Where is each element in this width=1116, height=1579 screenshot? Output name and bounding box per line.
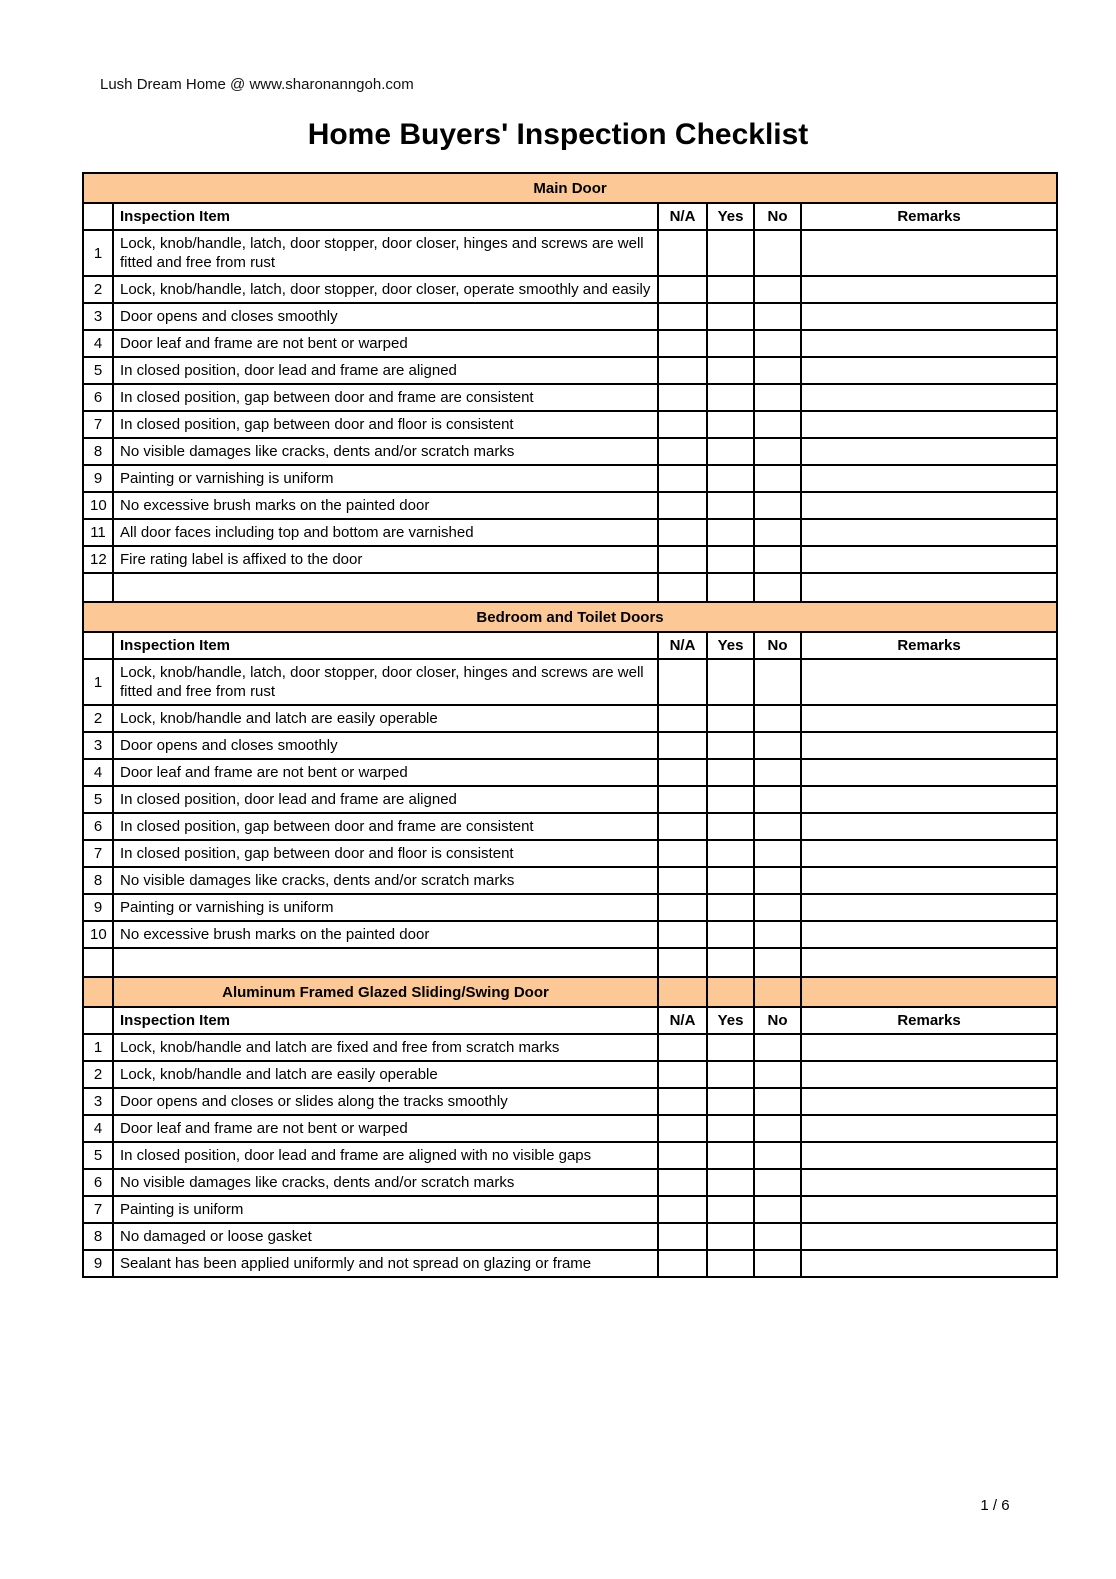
na-checkbox-cell[interactable] — [658, 438, 707, 465]
no-checkbox-cell[interactable] — [754, 840, 801, 867]
row-number: 5 — [83, 1142, 113, 1169]
row-number: 4 — [83, 1115, 113, 1142]
inspection-item-text: Painting or varnishing is uniform — [113, 894, 658, 921]
section-header-row — [83, 602, 1057, 632]
na-checkbox-cell[interactable] — [658, 1088, 707, 1115]
na-column-header: N/A — [658, 1007, 707, 1034]
yes-checkbox-cell[interactable] — [707, 1088, 754, 1115]
remarks-input-cell[interactable] — [801, 1061, 1057, 1088]
na-checkbox-cell[interactable] — [658, 1061, 707, 1088]
na-checkbox-cell[interactable] — [658, 1115, 707, 1142]
checklist-item-row — [83, 276, 1057, 303]
inspection-item-text: All door faces including top and bottom are varnished — [113, 519, 658, 546]
na-checkbox-cell[interactable] — [658, 492, 707, 519]
no-checkbox-cell[interactable] — [754, 786, 801, 813]
yes-checkbox-cell[interactable] — [707, 519, 754, 546]
inspection-item-text: Lock, knob/handle and latch are easily operable — [113, 705, 658, 732]
inspection-item-text: Door leaf and frame are not bent or warped — [113, 1115, 658, 1142]
yes-checkbox-cell[interactable] — [707, 546, 754, 573]
yes-checkbox-cell[interactable] — [707, 894, 754, 921]
na-checkbox-cell[interactable] — [658, 1196, 707, 1223]
remarks-input-cell[interactable] — [801, 659, 1057, 705]
section-header-row — [83, 173, 1057, 203]
no-checkbox-cell[interactable] — [754, 659, 801, 705]
row-number: 3 — [83, 732, 113, 759]
row-number: 2 — [83, 1061, 113, 1088]
na-checkbox-cell[interactable] — [658, 705, 707, 732]
yes-checkbox-cell[interactable] — [707, 1061, 754, 1088]
empty-row — [83, 573, 1057, 602]
remarks-input-cell[interactable] — [801, 230, 1057, 276]
no-checkbox-cell[interactable] — [754, 1169, 801, 1196]
no-checkbox-cell[interactable] — [754, 519, 801, 546]
section-title: Main Door — [83, 173, 1057, 203]
row-number: 6 — [83, 813, 113, 840]
inspection-item-text: Lock, knob/handle, latch, door stopper, door closer, hinges and screws are well fitted and free from rust — [113, 659, 658, 705]
remarks-input-cell[interactable] — [801, 867, 1057, 894]
checklist-item-row — [83, 1061, 1057, 1088]
section-title: Bedroom and Toilet Doors — [83, 602, 1057, 632]
remarks-input-cell[interactable] — [801, 492, 1057, 519]
inspection-item-text: No visible damages like cracks, dents and/or scratch marks — [113, 438, 658, 465]
na-checkbox-cell[interactable] — [658, 759, 707, 786]
inspection-item-text: No damaged or loose gasket — [113, 1223, 658, 1250]
yes-checkbox-cell[interactable] — [707, 573, 754, 602]
na-checkbox-cell[interactable] — [658, 1034, 707, 1061]
na-checkbox-cell[interactable] — [658, 330, 707, 357]
remarks-input-cell[interactable] — [801, 1169, 1057, 1196]
no-checkbox-cell[interactable] — [754, 1223, 801, 1250]
checklist-item-row — [83, 1115, 1057, 1142]
yes-checkbox-cell[interactable] — [707, 840, 754, 867]
na-checkbox-cell[interactable] — [658, 573, 707, 602]
no-checkbox-cell[interactable] — [754, 1250, 801, 1277]
row-number: 5 — [83, 357, 113, 384]
na-checkbox-cell[interactable] — [658, 786, 707, 813]
inspection-item-text: In closed position, gap between door and frame are consistent — [113, 813, 658, 840]
checklist-item-row — [83, 492, 1057, 519]
yes-checkbox-cell[interactable] — [707, 1034, 754, 1061]
inspection-checklist-table — [82, 172, 1058, 1278]
inspection-item-text: Door leaf and frame are not bent or warped — [113, 759, 658, 786]
section-band-number-cell — [83, 977, 113, 1007]
section-band-remarks-cell — [801, 977, 1057, 1007]
remarks-input-cell[interactable] — [801, 786, 1057, 813]
no-checkbox-cell[interactable] — [754, 303, 801, 330]
row-number: 4 — [83, 330, 113, 357]
yes-checkbox-cell[interactable] — [707, 732, 754, 759]
inspection-item-text: Lock, knob/handle, latch, door stopper, door closer, hinges and screws are well fitted and free from rust — [113, 230, 658, 276]
yes-checkbox-cell[interactable] — [707, 384, 754, 411]
no-checkbox-cell[interactable] — [754, 1142, 801, 1169]
row-number: 6 — [83, 384, 113, 411]
row-number: 10 — [83, 921, 113, 948]
yes-checkbox-cell[interactable] — [707, 357, 754, 384]
yes-checkbox-cell[interactable] — [707, 1223, 754, 1250]
number-column-header — [83, 203, 113, 230]
inspection-item-text: Door opens and closes or slides along the tracks smoothly — [113, 1088, 658, 1115]
no-checkbox-cell[interactable] — [754, 357, 801, 384]
checklist-item-row — [83, 411, 1057, 438]
checklist-item-row — [83, 230, 1057, 276]
na-checkbox-cell[interactable] — [658, 948, 707, 977]
na-checkbox-cell[interactable] — [658, 1250, 707, 1277]
row-number: 2 — [83, 705, 113, 732]
checklist-item-row — [83, 732, 1057, 759]
checklist-item-row — [83, 438, 1057, 465]
no-checkbox-cell[interactable] — [754, 492, 801, 519]
remarks-input-cell[interactable] — [801, 921, 1057, 948]
row-number: 12 — [83, 546, 113, 573]
row-number: 7 — [83, 840, 113, 867]
empty-item-cell — [113, 948, 658, 977]
no-checkbox-cell[interactable] — [754, 1034, 801, 1061]
yes-checkbox-cell[interactable] — [707, 705, 754, 732]
row-number: 2 — [83, 276, 113, 303]
row-number: 9 — [83, 894, 113, 921]
remarks-input-cell[interactable] — [801, 1250, 1057, 1277]
remarks-input-cell[interactable] — [801, 546, 1057, 573]
remarks-input-cell[interactable] — [801, 705, 1057, 732]
no-checkbox-cell[interactable] — [754, 1061, 801, 1088]
inspection-item-column-header: Inspection Item — [113, 1007, 658, 1034]
no-checkbox-cell[interactable] — [754, 411, 801, 438]
remarks-input-cell[interactable] — [801, 1223, 1057, 1250]
row-number: 10 — [83, 492, 113, 519]
row-number: 1 — [83, 1034, 113, 1061]
yes-column-header: Yes — [707, 1007, 754, 1034]
no-checkbox-cell[interactable] — [754, 921, 801, 948]
yes-checkbox-cell[interactable] — [707, 1142, 754, 1169]
checklist-item-row — [83, 840, 1057, 867]
na-checkbox-cell[interactable] — [658, 921, 707, 948]
no-column-header: No — [754, 632, 801, 659]
no-checkbox-cell[interactable] — [754, 705, 801, 732]
checklist-item-row — [83, 1142, 1057, 1169]
no-checkbox-cell[interactable] — [754, 276, 801, 303]
na-column-header: N/A — [658, 203, 707, 230]
empty-row — [83, 948, 1057, 977]
no-checkbox-cell[interactable] — [754, 1088, 801, 1115]
na-checkbox-cell[interactable] — [658, 546, 707, 573]
na-checkbox-cell[interactable] — [658, 1169, 707, 1196]
section-band-na-cell — [658, 977, 707, 1007]
checklist-table-container — [82, 172, 1056, 1278]
checklist-item-row — [83, 465, 1057, 492]
remarks-input-cell[interactable] — [801, 411, 1057, 438]
yes-checkbox-cell[interactable] — [707, 786, 754, 813]
yes-checkbox-cell[interactable] — [707, 492, 754, 519]
no-column-header: No — [754, 1007, 801, 1034]
no-checkbox-cell[interactable] — [754, 894, 801, 921]
row-number: 1 — [83, 659, 113, 705]
no-checkbox-cell[interactable] — [754, 759, 801, 786]
yes-checkbox-cell[interactable] — [707, 659, 754, 705]
remarks-column-header: Remarks — [801, 632, 1057, 659]
no-checkbox-cell[interactable] — [754, 384, 801, 411]
row-number: 7 — [83, 1196, 113, 1223]
checklist-item-row — [83, 813, 1057, 840]
empty-number-cell — [83, 573, 113, 602]
yes-checkbox-cell[interactable] — [707, 867, 754, 894]
checklist-item-row — [83, 330, 1057, 357]
na-checkbox-cell[interactable] — [658, 230, 707, 276]
no-checkbox-cell[interactable] — [754, 438, 801, 465]
inspection-item-text: Door leaf and frame are not bent or warped — [113, 330, 658, 357]
na-checkbox-cell[interactable] — [658, 411, 707, 438]
inspection-item-text: In closed position, gap between door and frame are consistent — [113, 384, 658, 411]
na-checkbox-cell[interactable] — [658, 357, 707, 384]
remarks-input-cell[interactable] — [801, 465, 1057, 492]
remarks-input-cell[interactable] — [801, 948, 1057, 977]
no-checkbox-cell[interactable] — [754, 867, 801, 894]
yes-checkbox-cell[interactable] — [707, 438, 754, 465]
inspection-item-text: In closed position, door lead and frame are aligned — [113, 357, 658, 384]
checklist-item-row — [83, 1250, 1057, 1277]
yes-checkbox-cell[interactable] — [707, 411, 754, 438]
checklist-item-row — [83, 519, 1057, 546]
na-checkbox-cell[interactable] — [658, 894, 707, 921]
row-number: 3 — [83, 303, 113, 330]
no-checkbox-cell[interactable] — [754, 732, 801, 759]
inspection-item-text: No excessive brush marks on the painted door — [113, 921, 658, 948]
yes-checkbox-cell[interactable] — [707, 303, 754, 330]
row-number: 6 — [83, 1169, 113, 1196]
inspection-item-text: Painting or varnishing is uniform — [113, 465, 658, 492]
row-number: 8 — [83, 1223, 113, 1250]
na-checkbox-cell[interactable] — [658, 867, 707, 894]
row-number: 3 — [83, 1088, 113, 1115]
row-number: 9 — [83, 1250, 113, 1277]
na-checkbox-cell[interactable] — [658, 384, 707, 411]
yes-checkbox-cell[interactable] — [707, 921, 754, 948]
checklist-item-row — [83, 384, 1057, 411]
remarks-input-cell[interactable] — [801, 1115, 1057, 1142]
inspection-item-text: Fire rating label is affixed to the door — [113, 546, 658, 573]
remarks-input-cell[interactable] — [801, 1034, 1057, 1061]
no-checkbox-cell[interactable] — [754, 813, 801, 840]
inspection-item-column-header: Inspection Item — [113, 632, 658, 659]
yes-checkbox-cell[interactable] — [707, 948, 754, 977]
yes-checkbox-cell[interactable] — [707, 759, 754, 786]
inspection-item-text: Lock, knob/handle and latch are easily operable — [113, 1061, 658, 1088]
inspection-item-text: Lock, knob/handle and latch are fixed and free from scratch marks — [113, 1034, 658, 1061]
section-band-no-cell — [754, 977, 801, 1007]
yes-column-header: Yes — [707, 203, 754, 230]
no-checkbox-cell[interactable] — [754, 573, 801, 602]
remarks-input-cell[interactable] — [801, 438, 1057, 465]
row-number: 9 — [83, 465, 113, 492]
checklist-item-row — [83, 659, 1057, 705]
checklist-item-row — [83, 303, 1057, 330]
empty-number-cell — [83, 948, 113, 977]
yes-checkbox-cell[interactable] — [707, 465, 754, 492]
section-band-yes-cell — [707, 977, 754, 1007]
empty-item-cell — [113, 573, 658, 602]
checklist-item-row — [83, 1196, 1057, 1223]
remarks-input-cell[interactable] — [801, 840, 1057, 867]
column-header-row — [83, 632, 1057, 659]
row-number: 7 — [83, 411, 113, 438]
site-header-text: Lush Dream Home @ www.sharonanngoh.com — [100, 76, 414, 93]
yes-checkbox-cell[interactable] — [707, 1250, 754, 1277]
remarks-input-cell[interactable] — [801, 894, 1057, 921]
na-checkbox-cell[interactable] — [658, 519, 707, 546]
checklist-item-row — [83, 1034, 1057, 1061]
remarks-input-cell[interactable] — [801, 384, 1057, 411]
section-title: Aluminum Framed Glazed Sliding/Swing Door — [113, 977, 658, 1007]
column-header-row — [83, 203, 1057, 230]
inspection-item-text: In closed position, gap between door and floor is consistent — [113, 411, 658, 438]
checklist-item-row — [83, 1169, 1057, 1196]
inspection-item-text: Door opens and closes smoothly — [113, 303, 658, 330]
no-checkbox-cell[interactable] — [754, 465, 801, 492]
checklist-item-row — [83, 759, 1057, 786]
na-column-header: N/A — [658, 632, 707, 659]
row-number: 4 — [83, 759, 113, 786]
page-title: Home Buyers' Inspection Checklist — [307, 118, 809, 151]
row-number: 1 — [83, 230, 113, 276]
na-checkbox-cell[interactable] — [658, 1223, 707, 1250]
inspection-item-text: Lock, knob/handle, latch, door stopper, door closer, operate smoothly and easily — [113, 276, 658, 303]
na-checkbox-cell[interactable] — [658, 276, 707, 303]
row-number: 8 — [83, 867, 113, 894]
na-checkbox-cell[interactable] — [658, 659, 707, 705]
remarks-input-cell[interactable] — [801, 1196, 1057, 1223]
inspection-item-text: In closed position, door lead and frame are aligned with no visible gaps — [113, 1142, 658, 1169]
checklist-item-row — [83, 1223, 1057, 1250]
na-checkbox-cell[interactable] — [658, 1142, 707, 1169]
remarks-column-header: Remarks — [801, 1007, 1057, 1034]
checklist-item-row — [83, 1088, 1057, 1115]
yes-checkbox-cell[interactable] — [707, 1196, 754, 1223]
inspection-item-text: Painting is uniform — [113, 1196, 658, 1223]
section-header-row — [83, 977, 1057, 1007]
checklist-item-row — [83, 867, 1057, 894]
number-column-header — [83, 632, 113, 659]
remarks-input-cell[interactable] — [801, 732, 1057, 759]
remarks-input-cell[interactable] — [801, 1088, 1057, 1115]
checklist-item-row — [83, 705, 1057, 732]
yes-column-header: Yes — [707, 632, 754, 659]
remarks-input-cell[interactable] — [801, 813, 1057, 840]
inspection-item-text: No visible damages like cracks, dents and/or scratch marks — [113, 1169, 658, 1196]
checklist-item-row — [83, 894, 1057, 921]
number-column-header — [83, 1007, 113, 1034]
no-checkbox-cell[interactable] — [754, 546, 801, 573]
checklist-item-row — [83, 786, 1057, 813]
inspection-item-text: Sealant has been applied uniformly and not spread on glazing or frame — [113, 1250, 658, 1277]
yes-checkbox-cell[interactable] — [707, 230, 754, 276]
page-number: 1 / 6 — [980, 1497, 1010, 1514]
na-checkbox-cell[interactable] — [658, 303, 707, 330]
yes-checkbox-cell[interactable] — [707, 330, 754, 357]
row-number: 5 — [83, 786, 113, 813]
inspection-item-column-header: Inspection Item — [113, 203, 658, 230]
yes-checkbox-cell[interactable] — [707, 1169, 754, 1196]
checklist-item-row — [83, 921, 1057, 948]
row-number: 11 — [83, 519, 113, 546]
yes-checkbox-cell[interactable] — [707, 1115, 754, 1142]
no-column-header: No — [754, 203, 801, 230]
yes-checkbox-cell[interactable] — [707, 276, 754, 303]
no-checkbox-cell[interactable] — [754, 948, 801, 977]
remarks-input-cell[interactable] — [801, 357, 1057, 384]
inspection-item-text: In closed position, gap between door and floor is consistent — [113, 840, 658, 867]
remarks-input-cell[interactable] — [801, 519, 1057, 546]
na-checkbox-cell[interactable] — [658, 840, 707, 867]
remarks-input-cell[interactable] — [801, 1142, 1057, 1169]
na-checkbox-cell[interactable] — [658, 465, 707, 492]
no-checkbox-cell[interactable] — [754, 230, 801, 276]
remarks-input-cell[interactable] — [801, 573, 1057, 602]
no-checkbox-cell[interactable] — [754, 1115, 801, 1142]
remarks-input-cell[interactable] — [801, 330, 1057, 357]
checklist-item-row — [83, 357, 1057, 384]
no-checkbox-cell[interactable] — [754, 1196, 801, 1223]
inspection-item-text: No visible damages like cracks, dents and/or scratch marks — [113, 867, 658, 894]
na-checkbox-cell[interactable] — [658, 732, 707, 759]
row-number: 8 — [83, 438, 113, 465]
inspection-item-text: No excessive brush marks on the painted door — [113, 492, 658, 519]
remarks-input-cell[interactable] — [801, 759, 1057, 786]
no-checkbox-cell[interactable] — [754, 330, 801, 357]
na-checkbox-cell[interactable] — [658, 813, 707, 840]
yes-checkbox-cell[interactable] — [707, 813, 754, 840]
column-header-row — [83, 1007, 1057, 1034]
remarks-input-cell[interactable] — [801, 276, 1057, 303]
inspection-item-text: Door opens and closes smoothly — [113, 732, 658, 759]
remarks-column-header: Remarks — [801, 203, 1057, 230]
checklist-item-row — [83, 546, 1057, 573]
inspection-item-text: In closed position, door lead and frame are aligned — [113, 786, 658, 813]
remarks-input-cell[interactable] — [801, 303, 1057, 330]
